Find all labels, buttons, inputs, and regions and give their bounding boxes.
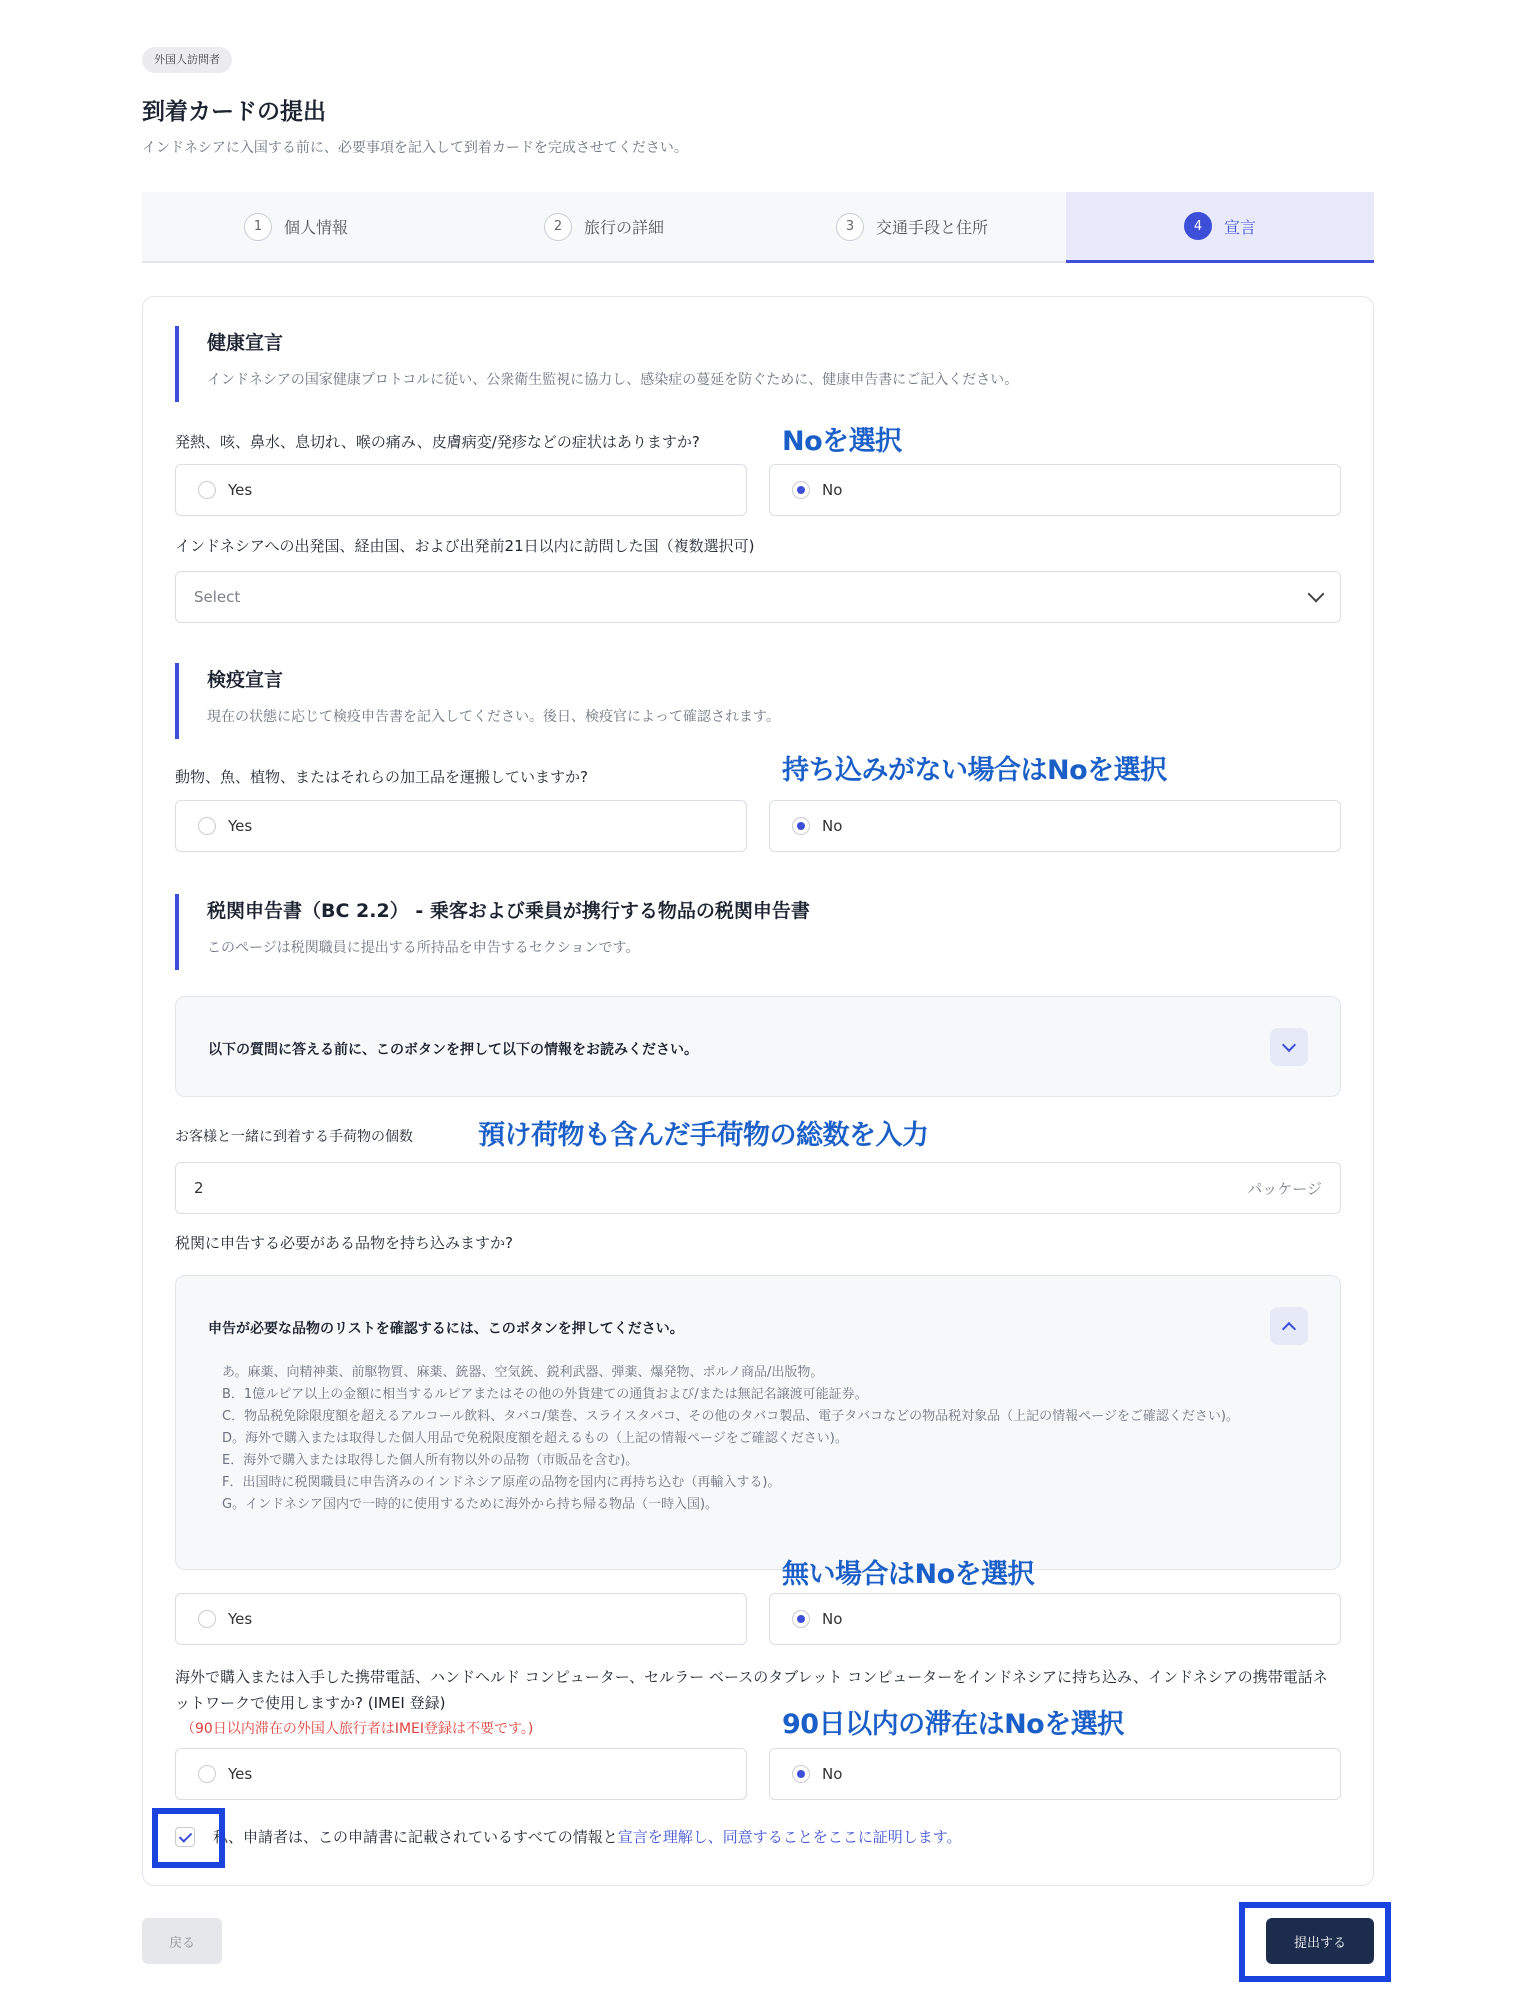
visitor-type-badge: 外国人訪問者 [142,47,232,73]
step-label: 個人情報 [283,218,348,237]
annotation-90days-select-no: 90日以内の滞在はNoを選択 [782,1709,1124,1740]
step-label: 宣言 [1223,217,1256,237]
select-placeholder: Select [194,588,241,606]
agreement-link[interactable]: 宣言を理解し、同意することをここに証明します。 [617,1828,962,1846]
section-title: 税関申告書（BC 2.2） - 乗客および乗員が携行する物品の税関申告書 [207,900,810,922]
step-travel-details[interactable] [450,192,758,261]
section-description: インドネシアの国家健康プロトコルに従い、公衆衛生監視に協力し、感染症の蔓延を防ぐために、健康申告書にご記入ください。 [207,372,1019,388]
radio-unchecked-icon [198,481,216,499]
annotation-select-no: Noを選択 [782,426,902,457]
symptoms-yes-option[interactable] [175,464,747,516]
quarantine-section-header [175,663,780,739]
chevron-down-icon [1282,1037,1296,1051]
step-transport-address[interactable] [758,192,1066,261]
radio-unchecked-icon [198,817,216,835]
info-panel-text: 以下の質問に答える前に、このボタンを押して以下の情報をお読みください。 [208,1042,698,1058]
annotation-none-select-no: 無い場合はNoを選択 [782,1559,1035,1590]
items-collapse-button[interactable] [1270,1307,1308,1345]
option-label: Yes [228,1765,253,1783]
input-value: 2 [194,1179,204,1197]
option-label: No [822,1610,843,1628]
step-number: 1 [244,213,272,241]
imei-no-option[interactable] [769,1748,1341,1800]
back-button[interactable]: 戻る [142,1918,222,1964]
list-item: B．1億ルピア以上の金額に相当するルピアまたはその他の外貨建ての通貨および/または無記名譲渡可能証券。 [222,1387,868,1402]
option-label: No [822,481,843,499]
symptoms-no-option[interactable] [769,464,1341,516]
step-number: 4 [1184,212,1212,240]
list-item: あ。麻薬、向精神薬、前駆物質、麻薬、銃器、空気銃、鋭利武器、弾薬、爆発物、ポルノ商品/出版物。 [222,1365,824,1380]
customs-info-panel [175,996,1341,1097]
input-unit: パッケージ [1247,1179,1322,1198]
radio-unchecked-icon [198,1765,216,1783]
list-item: C．物品税免除限度額を超えるアルコール飲料、タバコ/葉巻、スライスタバコ、その他のタバコ製品、電子タバコなどの物品税対象品（上記の情報ページをご確認ください)。 [222,1409,1239,1424]
option-label: Yes [228,817,253,835]
option-label: No [822,1765,843,1783]
radio-unchecked-icon [198,1610,216,1628]
page-subtitle: インドネシアに入国する前に、必要事項を記入して到着カードを完成させてください。 [142,140,688,156]
declarable-items-panel [175,1275,1341,1570]
radio-checked-icon [792,1765,810,1783]
submit-button[interactable]: 提出する [1266,1918,1374,1964]
option-label: Yes [228,1610,253,1628]
animals-no-option[interactable] [769,800,1341,852]
annotation-no-items-select-no: 持ち込みがない場合はNoを選択 [782,755,1167,786]
submit-highlight-frame [1239,1902,1391,1982]
info-expand-button[interactable] [1270,1028,1308,1066]
section-description: このページは税関職員に提出する所持品を申告するセクションです。 [207,940,640,956]
annotation-enter-luggage-total: 預け荷物も含んだ手荷物の総数を入力 [478,1120,929,1151]
radio-checked-icon [792,481,810,499]
declare-goods-question: 税関に申告する必要がある品物を持ち込みますか? [175,1234,513,1252]
animals-yes-option[interactable] [175,800,747,852]
declare-yes-option[interactable] [175,1593,747,1645]
radio-checked-icon [792,817,810,835]
step-number: 3 [836,213,864,241]
agreement-row [175,1826,962,1847]
imei-note: （90日以内滞在の外国人旅行者はIMEI登録は不要です。) [181,1721,534,1737]
animals-plants-question: 動物、魚、植物、またはそれらの加工品を運搬していますか? [175,768,588,786]
chevron-down-icon [1308,586,1325,603]
imei-yes-option[interactable] [175,1748,747,1800]
luggage-count-label: お客様と一緒に到着する手荷物の個数 [175,1129,413,1145]
radio-checked-icon [792,1610,810,1628]
option-label: No [822,817,843,835]
list-item: E．海外で購入または取得した個人所有物以外の品物（市販品を含む)。 [222,1453,639,1468]
items-panel-header: 申告が必要な品物のリストを確認するには、このボタンを押してください。 [208,1321,684,1337]
option-label: Yes [228,481,253,499]
section-title: 健康宣言 [207,332,284,354]
countries-question: インドネシアへの出発国、経由国、および出発前21日以内に訪問した国（複数選択可) [175,537,755,555]
imei-question: 海外で購入または入手した携帯電話、ハンドヘルド コンピューター、セルラー ベースのタブレット コンピューターをインドネシアに持ち込み、インドネシアの携帯電話ネットワークで使用しますか? (IMEI 登録) [175,1668,1328,1712]
customs-section-header [175,894,810,970]
step-declaration[interactable] [1066,192,1374,263]
health-section-header [175,326,1018,402]
symptoms-question: 発熱、咳、鼻水、息切れ、喉の痛み、皮膚病変/発疹などの症状はありますか? [175,433,700,451]
section-title: 検疫宣言 [207,669,284,691]
step-personal-info[interactable] [142,192,450,261]
progress-stepper [142,192,1374,263]
list-item: G。インドネシア国内で一時的に使用するために海外から持ち帰る物品（一時入国)。 [222,1497,719,1512]
page-title: 到着カードの提出 [142,99,326,125]
step-label: 交通手段と住所 [875,218,988,237]
declare-no-option[interactable] [769,1593,1341,1645]
agreement-text: 私、申請者は、この申請書に記載されているすべての情報と [213,1828,618,1846]
luggage-count-input[interactable] [175,1162,1341,1214]
declarable-items-list [222,1362,1307,1516]
chevron-up-icon [1282,1321,1296,1335]
countries-select[interactable] [175,571,1341,623]
step-number: 2 [544,213,572,241]
section-description: 現在の状態に応じて検疫申告書を記入してください。後日、検疫官によって確認されます。 [207,709,780,725]
checkbox-highlight-frame [152,1808,225,1868]
step-label: 旅行の詳細 [583,218,664,237]
list-item: F．出国時に税関職員に申告済みのインドネシア原産の品物を国内に再持ち込む（再輸入する)。 [222,1475,781,1490]
list-item: D。海外で購入または取得した個人用品で免税限度額を超えるもの（上記の情報ページをご確認ください)。 [222,1431,848,1446]
